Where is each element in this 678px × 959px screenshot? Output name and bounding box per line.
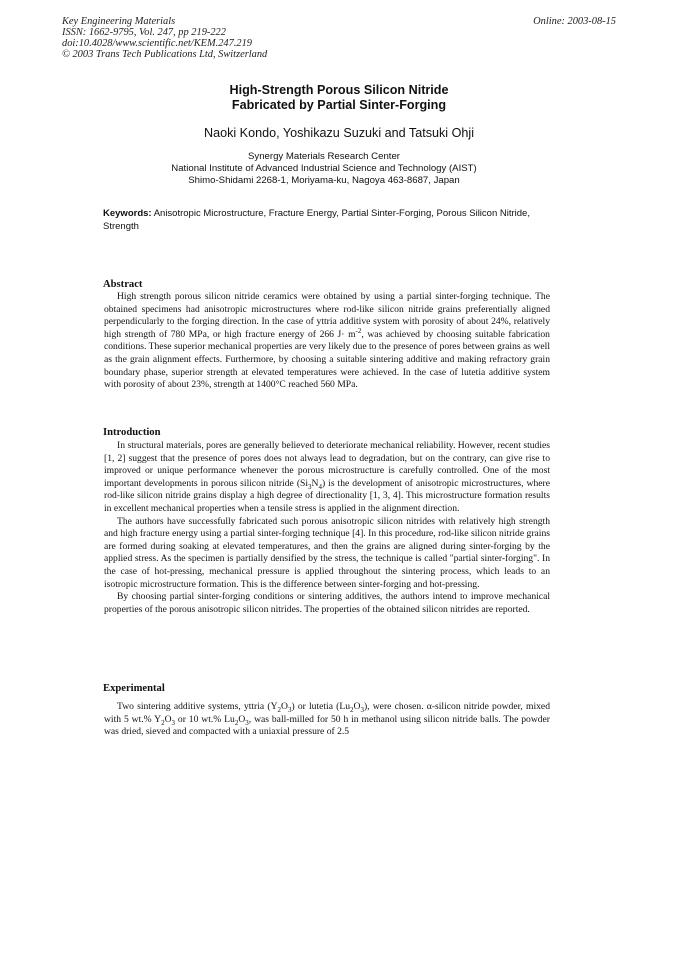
title-line-2: Fabricated by Partial Sinter-Forging — [231, 98, 447, 112]
keywords — [103, 208, 548, 233]
introduction-heading: Introduction — [103, 427, 161, 438]
abstract-heading: Abstract — [103, 279, 143, 290]
paper-title — [0, 83, 678, 113]
introduction-body — [104, 440, 550, 616]
experimental-heading: Experimental — [103, 683, 165, 694]
keywords-label: Keywords: — [103, 208, 152, 219]
introduction-paragraph-2: The authors have successfully fabricated such porous anisotropic silicon nitrides with relatively high strength and high fracture energy using a partial sinter-forging technique [4]. In this procedure, rod-like silicon nitride grains are formed during soaking at elevated temperatures, and then the grains are aligned during sinter-forging by the applied stress. As the specimen is partially densified by the stress, the technique is called "partial sinter-forging". In the case of hot-pressing, mechanical pressure is applied throughout the sintering process, which leads to an isotropic microstructure formation. This is the difference between sinter-forging and hot-pressing. — [104, 515, 550, 590]
copyright-line: © 2003 Trans Tech Publications Ltd, Switzerland — [62, 49, 268, 60]
title-line-1: High-Strength Porous Silicon Nitride — [229, 83, 449, 97]
abstract-paragraph: High strength porous silicon nitride ceramics were obtained by using a partial sinter-forging technique. The obtained specimens had anisotropic microstructures where rod-like silicon nitride grains preferentially aligned perpendicularly to the forging direction. In the case of yttria additive system with porosity of about 24%, relatively high strength of 780 MPa, or high fracture energy of 266 $J\cdot m^{-2}$, was achieved by choosing suitable fabrication conditions. These superior mechanical properties are very likely due to the presence of pores between grains as well as the grain alignment effects. Furthermore, by choosing a suitable sintering additive and making refractory grain boundary phase, superior strength at elevated temperatures were achieved. In the case of lutetia additive system with porosity of about 23%, strength at 1400°C reached 560 MPa. — [104, 291, 550, 391]
affiliation-line-1: Synergy Materials Research Center — [248, 151, 400, 162]
introduction-paragraph-1: In structural materials, pores are generally believed to deteriorate mechanical reliability. However, recent studies [1, 2] suggest that the presence of pores does not always lead to degradation, but on the contrary, can give rise to improved or unique performance whenever the porous microstructure is carefully controlled. One of the most important developments in porous silicon nitride $(Si_3N_4)$ is the development of anisotropic microstructures, where rod-like silicon nitride grains display a high degree of directionality [1, 3, 4]. This microstructure formation results in excellent mechanical properties when a tensile stress is applied in the alignment direction. — [104, 440, 550, 514]
journal-header — [62, 16, 267, 60]
journal-name: Key Engineering Materials — [62, 16, 176, 27]
online-date: Online: 2003-08-15 — [533, 16, 616, 27]
issn-line: ISSN: 1662-9795, Vol. 247, pp 219-222 — [62, 27, 226, 38]
experimental-paragraph: Two sintering additive systems, yttria $(Y_2O_3)$ or lutetia $(Lu_2O_3)$, were chosen. α-silicon nitride powder, mixed with 5 wt.% $Y_2O_3$ or 10 wt.% $Lu_2O_3$, was ball-milled for 50 h in methanol using silicon nitride balls. The powder was dried, sieved and compacted with a uniaxial pressure of 2.5 — [104, 701, 550, 738]
introduction-paragraph-3: By choosing partial sinter-forging conditions or sintering additives, the authors intend to improve mechanical properties of the porous anisotropic silicon nitrides. The properties of the obtained silicon nitrides are reported. — [104, 591, 550, 615]
affiliation-line-2: National Institute of Advanced Industrial Science and Technology (AIST) — [171, 163, 477, 175]
affiliation-line-3: Shimo-Shidami 2268-1, Moriyama-ku, Nagoya 463-8687, Japan — [188, 175, 460, 187]
authors: Naoki Kondo, Yoshikazu Suzuki and Tatsuki Ohji — [203, 126, 474, 140]
affiliation — [0, 151, 648, 188]
keywords-text: Anisotropic Microstructure, Fracture Energy, Partial Sinter-Forging, Porous Silicon Nitride, Strength — [103, 208, 530, 232]
doi-line: doi:10.4028/www.scientific.net/KEM.247.219 — [62, 38, 252, 49]
